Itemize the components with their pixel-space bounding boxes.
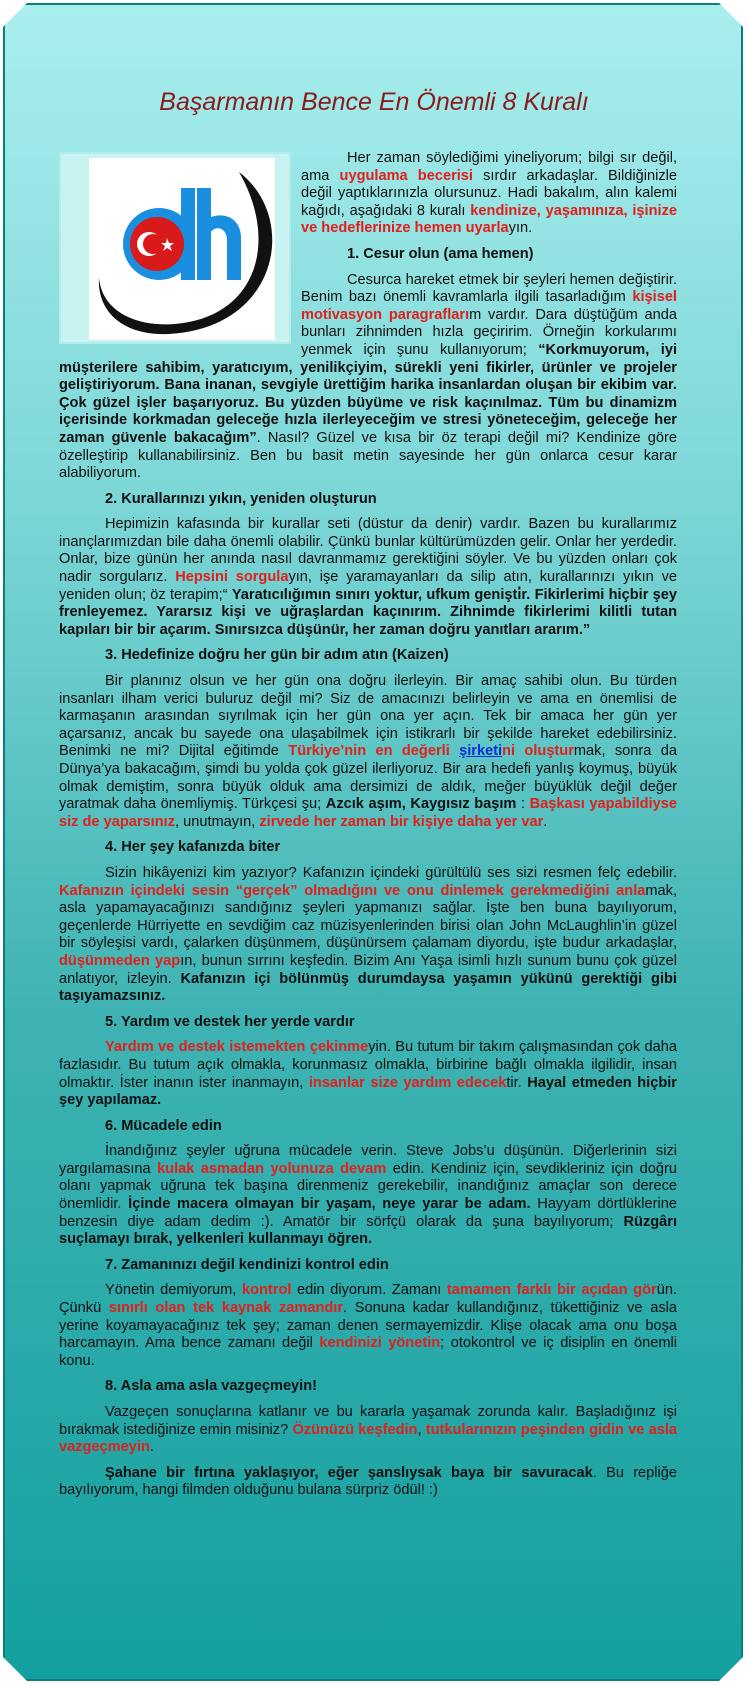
section-8-text: Vazgeçen sonuçlarına katlanır ve bu kararla yaşamak zorunda kalır. Başladığınız işi bırakmak istediğinize emin misiniz? Özünüzü keşfedin, tutkularınızın peşinden gidin ve asla vazgeçmeyin. — [59, 1404, 678, 1456]
section-5-text: Yardım ve destek istemekten çekinmeyin. Bu tutum bir takım çalışmasından çok daha fazlasıdır. Bu tutum açık olmakla, korunmasız olmakla, birbirine bağlı olmakla ilgilidir, insan olmaktır. İster inanın ister inanmayın, insanlar size yardım edecektir. Hayal etmeden hiçbir şey yapılamaz. — [59, 1039, 677, 1109]
section-2-text: Hepimizin kafasında bir kurallar seti (düstur da denir) vardır. Bazen bu kurallarımız inançlarımızdan bile daha önemli olabilir. Çünkü bunlar kültürümüzden gelir. Onlar her yerdedir. Onlar, bize günün her anında nasıl davranmamız gerektiğini söyler. Ve bu yüzden onları çok nadir sorgularız. Hepsini sorgulayın, işe yaramayanları da silip atın, kurallarınızı yıkın ve yeniden olun; öz terapim;“ Yaratıcılığımın sınırı yoktur, ufkum genişti̇r. Fikirlerimi hiçbir şey frenleyemez. Yararsız kişi ve uğraşlardan kaçınırım. Zihnimde fikirlerimi kilitli tutan kapıları bir bir açarım. Sınırsızca düşünür, her zaman doğru yanıtları ararım.” — [59, 516, 677, 638]
section-7-heading: 7. Zamanınızı değil kendinizi kontrol edin — [105, 1256, 389, 1273]
company-link[interactable]: şirketi — [459, 743, 503, 760]
section-6-heading: 6. Mücadele edin — [105, 1117, 222, 1134]
section-5-heading: 5. Yardım ve destek her yerde vardır — [105, 1013, 355, 1030]
page-title: Başarmanın Bence En Önemli 8 Kuralı — [159, 88, 589, 116]
section-2-heading: 2. Kurallarınızı yıkın, yeniden oluşturun — [105, 490, 377, 507]
intro-paragraph: Her zaman söylediğimi yineliyorum; bilgi sır değil, ama uygulama becerisi sırdır arkadaşlar. Bildiğinizle değil yaptıklarınızla olursunuz. Hadi bakalım, alın kalemi kağıdı, aşağıdaki 8 kuralı kendinize, yaşamınıza, işinize ve hedeflerinize hemen uyarlayın. — [301, 150, 677, 237]
section-7-text: Yönetin demiyorum, kontrol edin diyorum. Zamanı tamamen farklı bir açıdan görün. Çünkü sınırlı olan tek kaynak zamandır. Sonuna kadar kullandığınız, tükettiğiniz ve asla yerine koyamayacağınız tek şey; zaman denen sermayemizdir. Klişe olacak ama onu boşa harcamayın. Ama bence zamanı değil kendinizi yönetin; otokontrol ve iç disiplin en önemli konu. — [59, 1282, 677, 1369]
logo — [89, 158, 275, 340]
dh-logo-icon — [89, 158, 275, 340]
section-3-heading: 3. Hedefinize doğru her gün bir adım atın (Kaizen) — [105, 647, 449, 664]
section-8-heading: 8. Asla ama asla vazgeçmeyin! — [105, 1378, 318, 1395]
article-body — [59, 150, 677, 1508]
section-6-text: İnandığınız şeyler uğruna mücadele verin. Steve Jobs’u düşünün. Diğerlerinin sizi yargılamasına kulak asmadan yolunuza devam edin. Kendiniz için, sevdikleriniz için doğru olanı yapmak uğruna tek başına direnmeniz gerekebilir, inandığınız amaçlar son derece önemlidir. İçinde macera olmayan bir yaşam, neye yarar be adam. Hayyam dörtlüklerine benzesin diye adam dedim :). Amatör bir sörfçü olarak da şuna bayılıyorum; Rüzgârı suçlamayı bırak, yelkenleri kullanmayı öğren. — [59, 1143, 677, 1248]
section-3-text: Bir planınız olsun ve her gün ona doğru ilerleyin. Bir amaç sahibi olun. Bu türden insanları ilham verici buluruz değil mi? Siz de amacınızı belirleyin ve ama en önemlisi de karmaşanın arasından sıyrılmak için her gün ona yer açın. Tek bir amaca her gün yer açarsanız, ancak bu sayede ona ulaşabilmek için istikrarlı bir şekilde hareket edebilirsiniz. Benimki ne mi? Dijital eğitimde Türkiye’nin en değerli şirketini oluşturmak, sonra da Dünya’ya bakacağım, şimdi bu yolda çok güzel ilerliyoruz. Bir ara hedefi yanlış koymuş, büyük olmak demiştim, sonra büyük olduk ama dersimizi de aldık, meğer büyüklük değil değer yaratmak daha önemliymiş. Türkçesi şu; Azcık aşım, Kaygısız başım : Başkası yapabildiyse siz de yaparsınız, unutmayın, zirvede her zaman bir kişiye daha yer var. — [59, 673, 677, 830]
section-4-heading: 4. Her şey kafanızda biter — [105, 839, 281, 856]
logo-frame — [59, 152, 291, 344]
section-1-text: Cesurca hareket etmek bir şeyleri hemen değiştirir. Benim bazı önemli kavramlarla ilgili tasarladığım kişisel motivasyon paragraflarım vardır. Dara düştüğüm anda bunları zihnimden hızla geçiririm. Örneğin korkularımı yenmek için şunu kullanıyorum; “Korkmuyorum, iyi müşterilere sahibim, yaratıcıyım, yenilikçiyim, sürekli yeni fikirler, ürünler ve projeler geliştiriyorum. Bana inanan, sevgiyle ürettiğim harika insanlardan oluşan bir ekibim var. Çok güzel işler başarıyoruz. Bu yüzden büyüme ve risk kaçınılmaz. Tüm bu dinamizm içerisinde korkmadan geleceğe hızla ilerleyeceğim ve stresi yöneteceğim, geleceğe her zaman güvenle bakacağım”. Nasıl? Güzel ve kısa bir öz terapi değil mi? Kendinize göre özelleştirip kullanabilirsiniz. Ben bu basit metin sayesinde her gün onlarca cesur karar alabiliyorum. — [59, 271, 678, 482]
closing-paragraph: Şahane bir fırtına yaklaşıyor, eğer şanslıysak baya bir savuracak. Bu repliğe bayılıyorum, hangi filmden olduğunu bulana sürpriz ödül! :) — [59, 1464, 678, 1499]
section-4-text: Sizin hikâyenizi kim yazıyor? Kafanızın içindeki gürültülü ses sizi resmen felç edebilir. Kafanızın içindeki sesin “gerçek” olmadığını ve onu dinlemek gerekmediğini anlamak, asla yapamayacağınızı sandığınız şeyleri yapmanızı sağlar. İşte ben buna bayılıyorum, geçenlerde Hürriyette en sevdiğim caz müzisyenlerinden birisi olan John McLaughlin’in güzel bir söyleşisi vardı, çalarken düşünmem, düşünürsem çalamam diyordu, işte budur arkadaşlar, düşünmeden yapın, bunun sırrını keşfedin. Bizim Anı Yaşa isimli hızlı sunum bunu çok güzel anlatıyor, izleyin. Kafanızın içi bölünmüş durumdaysa yaşamın yükünü gerektiği gibi taşıyamazsınız. — [59, 864, 678, 1005]
section-1-heading: 1. Cesur olun (ama hemen) — [347, 245, 534, 262]
